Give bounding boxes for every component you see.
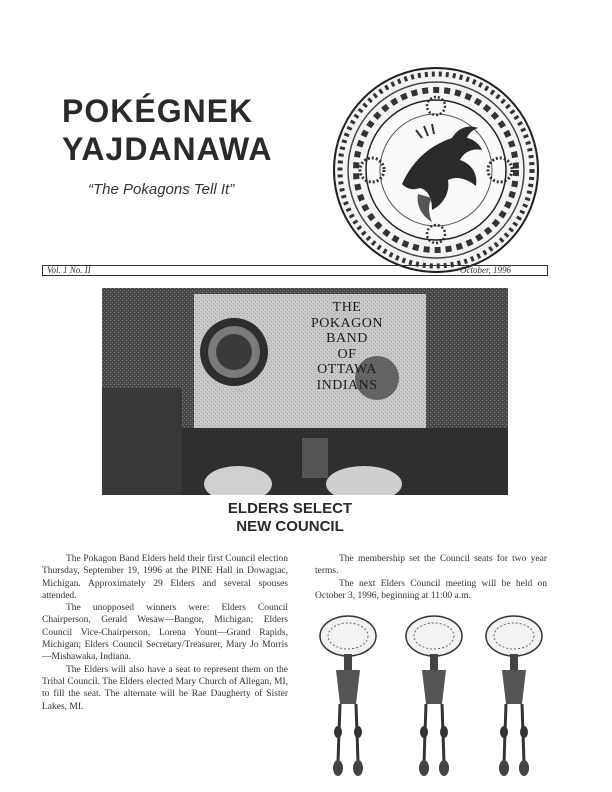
council-photo	[102, 288, 508, 495]
sign-line: THE	[332, 300, 362, 315]
sign-line: OTTAWA	[317, 362, 377, 377]
beaded-ornament-icon	[310, 612, 550, 782]
article-paragraph: The next Elders Council meeting will be held on October 3, 1996, beginning at 11:00 a.m.	[315, 578, 547, 601]
article-headline	[180, 500, 400, 536]
masthead-tagline: “The Pokagons Tell It”	[88, 181, 235, 198]
ornament-2	[406, 616, 462, 776]
headline-line1: ELDERS SELECT	[227, 500, 353, 517]
issue-bar	[42, 265, 548, 276]
article-column-left	[42, 553, 288, 713]
article-column-right	[315, 553, 547, 602]
photo-sign-text	[292, 300, 402, 393]
sign-line: OF	[337, 346, 357, 362]
sign-line: POKAGON	[311, 315, 383, 331]
masthead-title-line2: YAJDANAWA	[62, 131, 273, 167]
headline-line2: NEW COUNCIL	[236, 518, 344, 535]
ornament-1	[320, 616, 376, 776]
issue-date: October, 1996	[460, 265, 511, 275]
article-paragraph: The membership set the Council seats for two year terms.	[315, 554, 547, 577]
article-paragraph: The Pokagon Band Elders held their first Council election Thursday, September 19, 1996 at the PINE Hall in Dowagiac, Michigan. Approximately 29 Elders and several spouses attended.	[42, 554, 288, 601]
article-paragraph: The Elders will also have a seat to represent them on the Tribal Council. The Elders elected Mary Church of Allegan, MI, to fill the seat. The alternate will be Rae Daugherty of Sister Lakes, MI.	[42, 664, 288, 712]
article-paragraph: The unopposed winners were: Elders Council Chairperson, Gerald Wesaw—Bangor, Michigan; Elders Council Vice-Chairperson, Lorena Yount—Grand Rapids, Michigan; Elders Council Secretary/Treasurer, Mary Jo Morris—Mishawaka, Indiana.	[42, 603, 288, 663]
eagle-seal-icon	[332, 66, 540, 274]
masthead-title-line1: POKÉGNEK	[62, 93, 254, 129]
issue-volume: Vol. 1 No. II	[47, 265, 91, 275]
sign-line: BAND	[326, 331, 368, 346]
ornament-3	[486, 616, 542, 776]
masthead-title	[62, 92, 302, 168]
sign-line: INDIANS	[316, 377, 378, 393]
